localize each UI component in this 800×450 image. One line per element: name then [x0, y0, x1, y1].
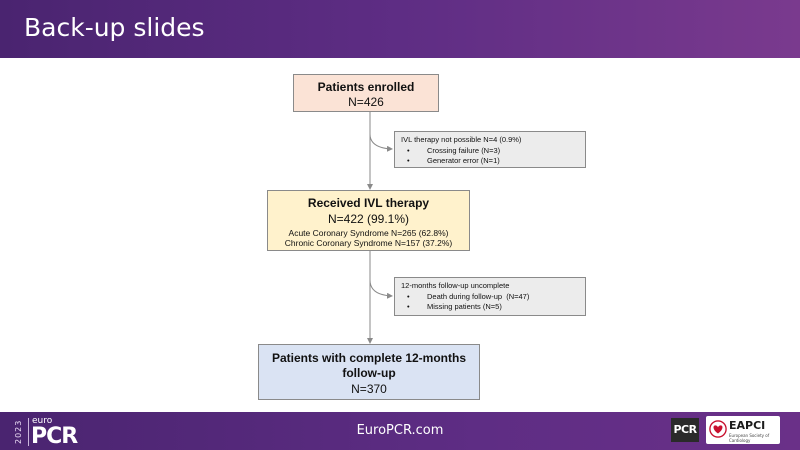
received-ccs: Chronic Coronary Syndrome N=157 (37.2%): [284, 238, 453, 248]
exclusion-box-ivl-not-possible: [394, 131, 586, 168]
enrolled-box: [293, 74, 439, 112]
connector-to-exclusion-1: [370, 134, 392, 149]
received-acs: Acute Coronary Syndrome N=265 (62.8%): [288, 228, 449, 238]
slide-footer: [0, 412, 800, 450]
logo-euro-text: euro: [32, 416, 53, 426]
pcr-badge-logo: PCR: [671, 418, 699, 442]
eapci-logo: [706, 416, 780, 444]
logo-pcr-text: PCR: [31, 424, 78, 449]
enrolled-value: N=426: [348, 95, 384, 109]
exclusion-1-item: • Crossing failure (N=3): [401, 146, 579, 157]
complete-title: Patients with complete 12-months follow-up: [271, 351, 467, 380]
complete-value: N=370: [351, 382, 387, 396]
exclusion-2-item: • Death during follow-up (N=47): [401, 292, 579, 303]
received-title: Received IVL therapy: [307, 196, 430, 210]
footer-url[interactable]: EuroPCR.com: [356, 423, 444, 438]
heart-icon: [709, 420, 727, 438]
received-box: [267, 190, 470, 251]
enrolled-title: Patients enrolled: [317, 80, 415, 94]
exclusion-1-item: • Generator error (N=1): [401, 156, 579, 167]
exclusion-box-follow-up: [394, 277, 586, 316]
exclusion-2-title: 12-months follow-up uncomplete: [401, 281, 510, 290]
complete-box: [258, 344, 480, 400]
connector-to-exclusion-2: [370, 280, 392, 296]
exclusion-1-title: IVL therapy not possible N=4 (0.9%): [401, 135, 522, 144]
received-value: N=422 (99.1%): [327, 212, 410, 226]
logo-year: 2023: [14, 419, 23, 445]
exclusion-2-item: • Missing patients (N=5): [401, 302, 579, 313]
eapci-text: EAPCI: [729, 419, 766, 432]
eapci-subtext: European Society of Cardiology: [729, 433, 770, 443]
slide-title: Back-up slides: [24, 13, 205, 42]
